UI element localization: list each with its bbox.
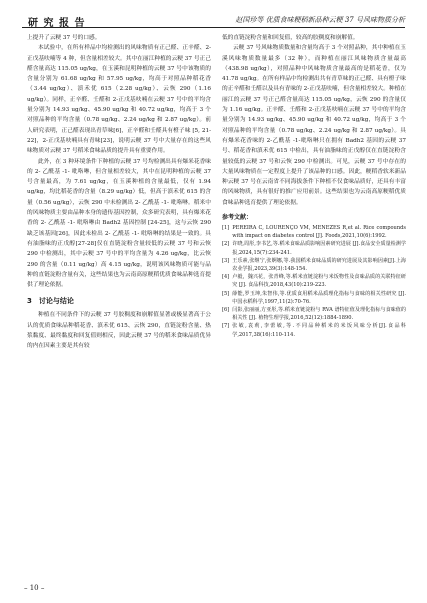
reference-number: [3] [222,257,230,264]
running-header [22,14,405,28]
reference-text: 卢毅，魏兴花，张青峰,等.稻米直链淀粉与米饭物性及食味品质的关联特征研究 [J]. 食品科技,2018,43(10):219-223. [232,274,406,289]
page-number: – 10 – [24,584,45,592]
reference-item [222,290,406,306]
reference-item [222,257,406,273]
reference-item [222,273,406,289]
reference-text: 许晓,周彤,李书艺,等.稻米食味品质影响因素研究进展 [J].食品安全质量检测学报,2024,15(7):234-241. [232,241,406,256]
reference-number: [7] [222,323,230,330]
reference-item [222,240,406,256]
reference-text: PEREIRA C, LOURENÇO VM, MENEZES R,et al. Rice compounds with impact on diabetes control [J]. Foods,2021,10(6):1992. [232,225,406,240]
reference-item [222,224,406,240]
reference-list [222,224,406,339]
reference-text: 王乐素,张继宁,张婀娜,等.我国稻米食味品质的研究进展及其影响因素[J].上海农业学报,2023,39(3):148-154. [232,257,406,273]
reference-item [222,322,406,338]
paragraph: 上提升了云粳 37 号的口感。 [27,35,101,41]
article-running-title: 赵国珍等 优质食味粳稻新品种云粳 37 号风味物质分析 [235,16,405,24]
section-heading: 3 讨论与结论 [27,297,74,306]
paragraph: 本试验中，在所有样品中均检测出的风味物质有正己醛、正辛醛、2-正戊基呋喃等 4 种，但含量相差较大。其中在丽江种植的云粳 37 号正己醛含量高达 115.05 ug/kg，在玉溪和昆明种植的云粳 37 号中该物质的含量分别为 61.68 ug/kg 和 57.95 ug/kg，均高于对照品种稻花香（3.44 ug/kg）、滇禾优 615（2.28 ug/kg）、云恢 290（1.16 ug/kg）。同样，正辛醛、壬醛和 2-正戊基呋喃在云粳 37 号中的平均含量分别为 14.93 ug/kg、45.90 ug/kg 和 40.72 ug/kg，均高于 3 个对照品种的平均含量（0.78 ug/kg、2.24 ug/kg 和 2.87 ug/kg）。前人研究表明，正己醛表现出青草味[6]，正辛醛和壬醛具有橙子味 [5, 21-22]，2-正戊基呋喃具有青味[23]，说明云粳 37 号中大量存在的这些风味物质对云粳 37 号稻米食味品质的提升具有重要作用。 [27,45,211,155]
journal-section-label: 研 究 报 告 [28,18,86,29]
paragraph: 云粳 37 号风味物质数量和含量均高于 3 个对照品种，其中种植在玉溪风味物质数量最多（32 种），而种植在丽江风味物质含量最高（438.98 ug/kg），对照品种中风味物质含量最高的是稻花香，仅为 41.78 ug/kg。在所有样品中均检测出共有青草味的正己醛、具有橙子味的正辛醛和壬醛以及具有青味的 2-正戊基呋喃，但含量相差较大。种植在丽江的云粳 37 号正己醛含量高达 115.05 ug/kg，云恢 290 的含量仅为 1.16 ug/kg。正辛醛、壬醛和 2-正戊基呋喃在云粳 37 号中的平均含量分别为 14.93 ug/kg、45.90 ug/kg 和 40.72 ug/kg，均高于 3 个对照品种的平均含量（0.78 ug/kg、2.24 ug/kg 和 2.87 ug/kg）。具有爆米花香味的 2-乙酰基 -1-吡咯啉只在拥有 Badh2 基因的云粳 37 号、稻花香和滇禾优 615 中检出，具有油脂味的正戊醇仅在直链淀粉含量较低的云粳 37 号和云恢 290 中检测出。可见，云粳 37 号中存在的大量风味物质在一定程度上提升了该品种的口感。因此，粳稻香软米新品种云粳 37 号在云南省不同海拔条件下种植不仅食味品质好，还具有丰富的风味物质，具有很好的推广应用前景。这些结果也为云南高原粳稻优质食味品种选育提供了理论依据。 [222,45,406,206]
reference-text: 闫影,张丽丽,方亚彤,等.稻米直链淀粉与 RVA 谱特征值及理化指标与食味值的相关性 [J]. 植物生理学报,2016,52(12):1884-1890. [232,307,406,322]
right-column [222,33,406,339]
reference-text: 张敏,袁莉,李蕾敏,等.不同品种稻米的米饭风味分析[J].食品科学,2017,38(16):110-114. [232,323,406,338]
reference-item [222,306,406,322]
paragraph: 低的直链淀粉含量和回复值，较高的胶稠度和崩解值。 [222,35,359,41]
paragraph: 种植在不同条件下的云粳 37 号胶稠度和崩解值显著或极显著高于公认的优质食味品种稻花香、滇禾优 615、云恢 290，直链淀粉含量、热浆黏度、最终黏度和回复值则相反，因此云粳 37 号的稻米食味品质优异的内在因素主要是其有较 [27,312,211,350]
reference-number: [2] [222,241,230,248]
reference-number: [5] [222,290,230,297]
reference-number: [4] [222,274,230,281]
reference-number: [6] [222,307,230,314]
references-heading: 参考文献： [222,214,253,222]
paragraph: 此外，在 3 种环境条件下种植的云粳 37 号均检测出具有爆米花香味的 2- 乙酰基 -1- 吡咯啉，但含量相差较大，其中在昆明种植的云粳 37 号含量最高，为 7.61 ug/kg，在玉溪种植的含量最低，仅有 1.94 ug/kg，均比稻花香的含量（8.29 ug/kg）低，但高于滇禾优 615 的含量（0.56 ug/kg），云恢 290 中未检测出 2- 乙酰基 -1- 吡咯啉。稻米中的风味物质主要由品种本身的遗传基因控制，众多研究表明，具有爆米花香的 2- 乙酰基 -1- 吡咯啉由 Badh2 基因控制 [24-25]，这与云恢 290 缺乏该基因[26]，因此未检出 2- 乙酰基 -1- 吡咯啉的结果是一致的。具有油脂味的正戊醇[27-28]仅在直链淀粉含量较低的云粳 37 号和云恢 290 中检测出，其中云粳 37 号中的平均含量为 4.26 ug/kg，比云恢 290 的含量（0.11 ug/kg）高 4.15 ug/kg，说明该风味物质可能与品种的直链淀粉含量有关，这些结果也为云南高原粳稻优质食味品种选育提供了理论依据。 [27,158,211,289]
reference-text: 薛能,罗玉坤,朱智伟,等.优质食用稻米品质理化指标与食味的相关性研究 [J]. 中国水稻科学,1997,11(2):70-76. [232,290,406,305]
left-column [27,33,211,352]
reference-number: [1] [222,225,230,232]
